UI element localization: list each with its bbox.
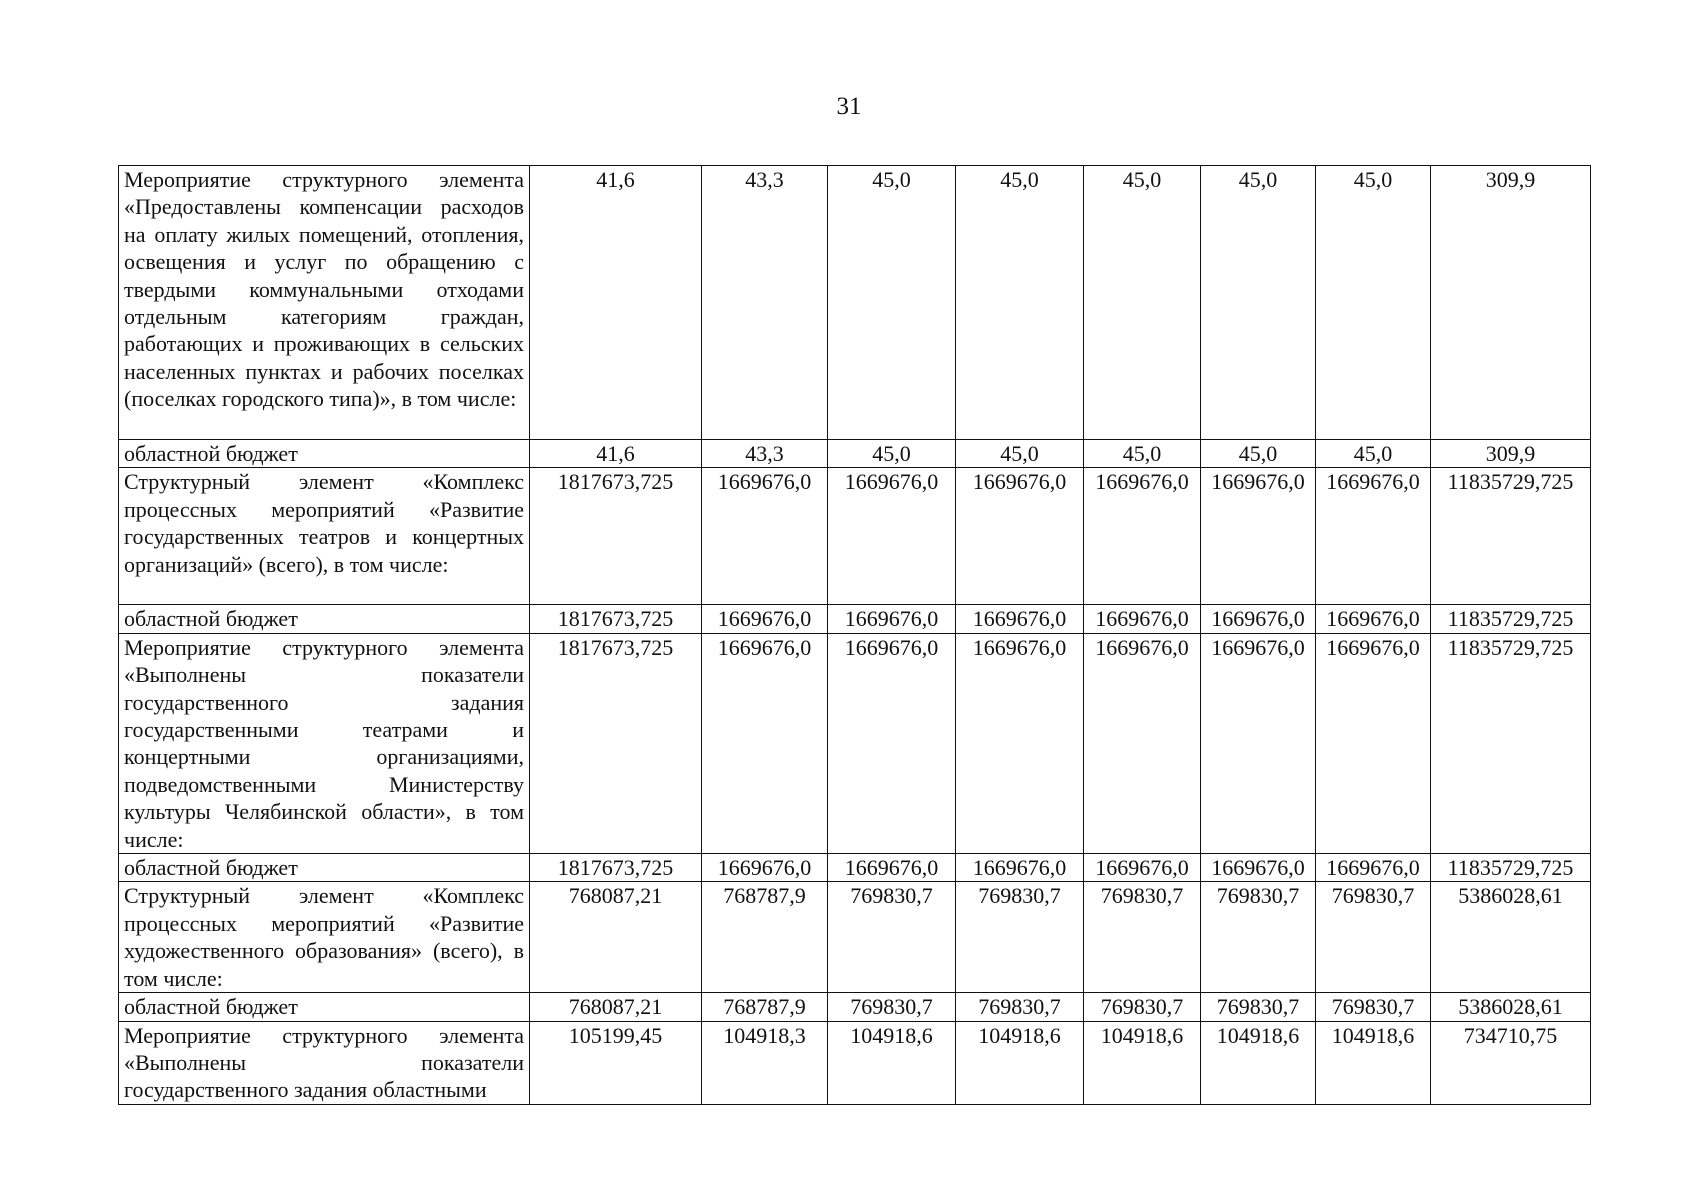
row-label: областной бюджет <box>119 993 530 1021</box>
row-label: областной бюджет <box>119 605 530 633</box>
table-row <box>119 993 1591 1021</box>
year-value-cell: 1669676,0 <box>1084 633 1201 853</box>
year-value-cell: 1669676,0 <box>1084 605 1201 633</box>
year-value-cell: 1669676,0 <box>702 605 828 633</box>
year-value-cell: 45,0 <box>1084 166 1201 440</box>
year-value-cell: 1669676,0 <box>702 468 828 605</box>
table-row <box>119 166 1591 440</box>
row-total-cell: 5386028,61 <box>1431 882 1591 993</box>
year-value-cell: 1669676,0 <box>956 633 1084 853</box>
year-value-cell: 769830,7 <box>1201 993 1316 1021</box>
year-value-cell: 769830,7 <box>1316 993 1431 1021</box>
row-total-cell: 11835729,725 <box>1431 854 1591 882</box>
row-label: Мероприятие структурного элемента «Предоставлены компенсации расходов на оплату жилых помещений, отопления, освещения и услуг по обращению с твердыми коммунальными отходами отдельным категориям граждан, работающих и проживающих в сельских населенных пунктах и рабочих поселках (поселках городского типа)», в том числе: <box>119 166 530 440</box>
year-value-cell: 768087,21 <box>530 882 702 993</box>
year-value-cell: 1669676,0 <box>956 605 1084 633</box>
year-value-cell: 1669676,0 <box>1201 854 1316 882</box>
year-value-cell: 43,3 <box>702 440 828 468</box>
row-total-cell: 11835729,725 <box>1431 633 1591 853</box>
year-value-cell: 104918,3 <box>702 1021 828 1104</box>
year-value-cell: 43,3 <box>702 166 828 440</box>
table-row <box>119 854 1591 882</box>
year-value-cell: 1669676,0 <box>1316 854 1431 882</box>
row-label: областной бюджет <box>119 440 530 468</box>
row-label: Структурный элемент «Комплекс процессных мероприятий «Развитие художественного образования» (всего), в том числе: <box>119 882 530 993</box>
row-label: Мероприятие структурного элемента «Выполнены показатели государственного задания государственными театрами и концертными организациями, подведомственными Министерству культуры Челябинской области», в том числе: <box>119 633 530 853</box>
year-value-cell: 1817673,725 <box>530 854 702 882</box>
row-label: Мероприятие структурного элемента «Выполнены показатели государственного задания областными <box>119 1021 530 1104</box>
table-row <box>119 882 1591 993</box>
year-value-cell: 104918,6 <box>828 1021 956 1104</box>
year-value-cell: 768087,21 <box>530 993 702 1021</box>
table-row <box>119 468 1591 605</box>
row-total-cell: 5386028,61 <box>1431 993 1591 1021</box>
year-value-cell: 105199,45 <box>530 1021 702 1104</box>
year-value-cell: 45,0 <box>1316 166 1431 440</box>
year-value-cell: 104918,6 <box>1084 1021 1201 1104</box>
year-value-cell: 769830,7 <box>828 882 956 993</box>
table-row <box>119 1021 1591 1104</box>
year-value-cell: 1669676,0 <box>828 854 956 882</box>
year-value-cell: 769830,7 <box>1316 882 1431 993</box>
year-value-cell: 1669676,0 <box>1084 468 1201 605</box>
year-value-cell: 104918,6 <box>1201 1021 1316 1104</box>
year-value-cell: 45,0 <box>828 166 956 440</box>
year-value-cell: 45,0 <box>1201 166 1316 440</box>
year-value-cell: 1669676,0 <box>1201 468 1316 605</box>
year-value-cell: 1669676,0 <box>828 468 956 605</box>
table-row <box>119 605 1591 633</box>
year-value-cell: 1669676,0 <box>1316 633 1431 853</box>
year-value-cell: 41,6 <box>530 440 702 468</box>
year-value-cell: 1669676,0 <box>1316 468 1431 605</box>
year-value-cell: 45,0 <box>1084 440 1201 468</box>
row-total-cell: 11835729,725 <box>1431 468 1591 605</box>
year-value-cell: 1669676,0 <box>828 605 956 633</box>
year-value-cell: 769830,7 <box>828 993 956 1021</box>
year-value-cell: 45,0 <box>956 166 1084 440</box>
year-value-cell: 1669676,0 <box>956 468 1084 605</box>
year-value-cell: 1669676,0 <box>828 633 956 853</box>
year-value-cell: 769830,7 <box>1201 882 1316 993</box>
year-value-cell: 769830,7 <box>1084 993 1201 1021</box>
year-value-cell: 768787,9 <box>702 993 828 1021</box>
year-value-cell: 45,0 <box>1316 440 1431 468</box>
year-value-cell: 1669676,0 <box>1201 605 1316 633</box>
year-value-cell: 1669676,0 <box>702 633 828 853</box>
year-value-cell: 104918,6 <box>956 1021 1084 1104</box>
row-label: Структурный элемент «Комплекс процессных мероприятий «Развитие государственных театров и концертных организаций» (всего), в том числе: <box>119 468 530 605</box>
row-total-cell: 309,9 <box>1431 440 1591 468</box>
year-value-cell: 769830,7 <box>1084 882 1201 993</box>
year-value-cell: 768787,9 <box>702 882 828 993</box>
row-total-cell: 734710,75 <box>1431 1021 1591 1104</box>
year-value-cell: 45,0 <box>956 440 1084 468</box>
year-value-cell: 1669676,0 <box>1084 854 1201 882</box>
budget-table-body <box>119 166 1591 1105</box>
year-value-cell: 1669676,0 <box>1316 605 1431 633</box>
year-value-cell: 1817673,725 <box>530 468 702 605</box>
row-total-cell: 11835729,725 <box>1431 605 1591 633</box>
table-row <box>119 633 1591 853</box>
year-value-cell: 1669676,0 <box>702 854 828 882</box>
year-value-cell: 104918,6 <box>1316 1021 1431 1104</box>
year-value-cell: 1669676,0 <box>956 854 1084 882</box>
year-value-cell: 1669676,0 <box>1201 633 1316 853</box>
year-value-cell: 769830,7 <box>956 882 1084 993</box>
year-value-cell: 1817673,725 <box>530 633 702 853</box>
budget-table <box>118 165 1591 1105</box>
page-number: 31 <box>836 93 862 120</box>
year-value-cell: 1817673,725 <box>530 605 702 633</box>
year-value-cell: 769830,7 <box>956 993 1084 1021</box>
year-value-cell: 45,0 <box>828 440 956 468</box>
table-row <box>119 440 1591 468</box>
year-value-cell: 45,0 <box>1201 440 1316 468</box>
year-value-cell: 41,6 <box>530 166 702 440</box>
row-label: областной бюджет <box>119 854 530 882</box>
row-total-cell: 309,9 <box>1431 166 1591 440</box>
